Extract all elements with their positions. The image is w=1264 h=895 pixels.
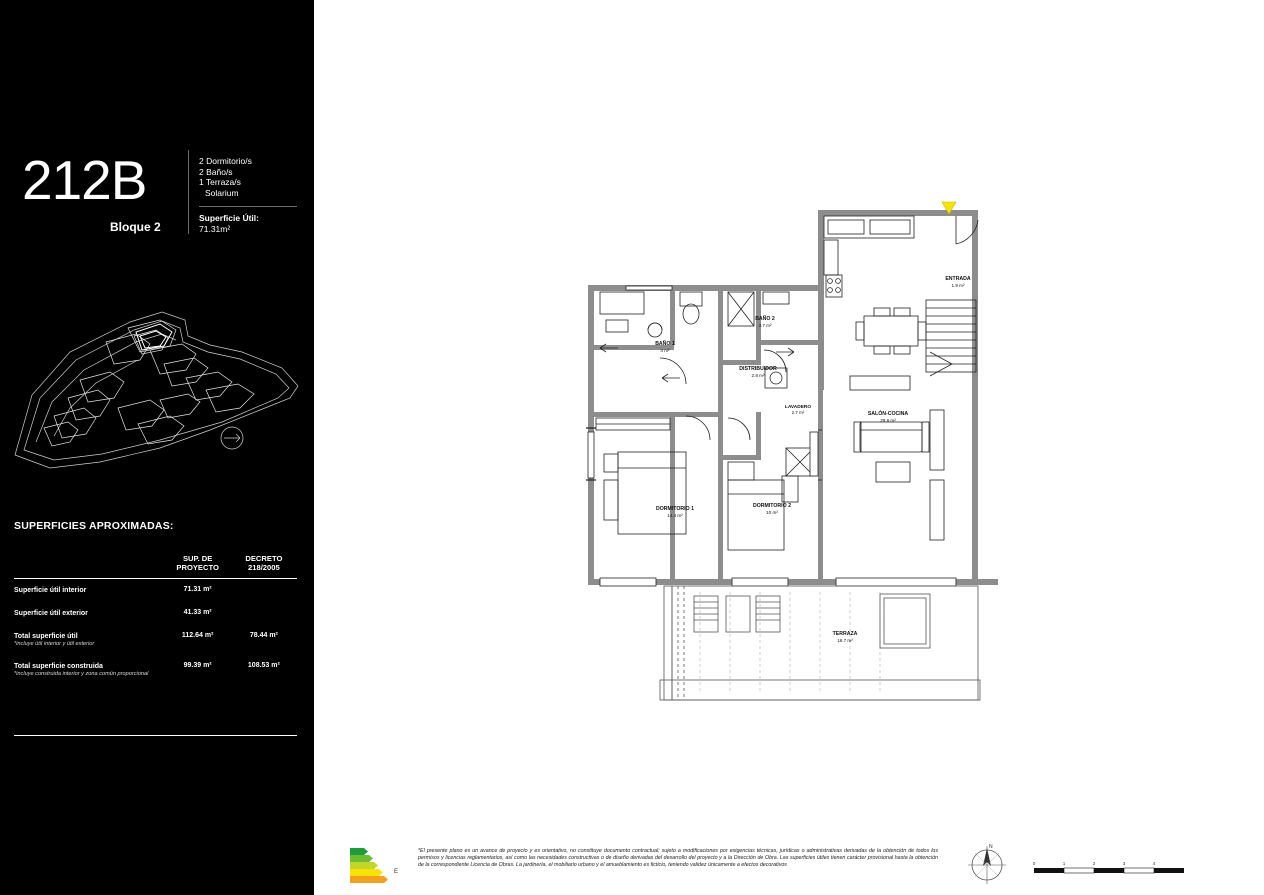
col-header-decreto-line2: 218/2005 <box>248 563 280 572</box>
useful-area-title: Superficie Útil: <box>199 213 259 223</box>
room-area-bano1: 4 m² <box>660 348 670 353</box>
col-header-project <box>165 554 231 579</box>
room-area-distribuidor: 2.8 m² <box>751 373 765 378</box>
row-project-value: 41.33 m² <box>183 609 212 616</box>
unit-code: 212B <box>22 149 147 211</box>
scale-tick-3: 3 <box>1122 861 1126 866</box>
table-row <box>14 655 297 685</box>
floor-plan <box>560 180 1030 720</box>
surfaces-table <box>14 554 297 685</box>
energy-rating-icon <box>350 842 410 886</box>
room-area-salon-cocina: 29.8 m² <box>880 418 896 423</box>
scale-tick-4: 4 <box>1152 861 1156 866</box>
table-row <box>14 602 297 625</box>
legal-disclaimer: *El presente plano es un avance de proyecto y es orientativo, no constituye documento contractual; sujeto a modificaciones por exigencias técnicas, jurídicas o administrativas derivadas de la obtención de todos los permisos y licencias reglamentarios, así como las necesidades constructivas o de diseño derivadas del desarrollo del proyecto y a la Dirección de Obra. Las superficies útiles tienen carácter provisional hasta la obtención de la correspondiente Licencia de Obras. La jardinería, el mobiliario urbano y el amueblamiento es ficticio, teniendo validez únicamente a efectos decorativos <box>418 848 938 869</box>
room-label-dormitorio2: DORMITORIO 2 <box>753 503 791 509</box>
table-row <box>14 625 297 655</box>
specs-divider <box>199 206 297 207</box>
scale-tick-1: 1 <box>1062 861 1066 866</box>
row-decreto-value: 108.53 m² <box>247 662 280 669</box>
row-label-note: *incluye útil interior y útil exterior <box>14 641 95 647</box>
room-area-terraza: 16.7 m² <box>837 638 853 643</box>
row-label-note: *incluye construida interior y zona común proporcional <box>14 671 149 677</box>
north-compass-icon <box>962 840 1012 890</box>
room-label-terraza: TERRAZA <box>832 631 858 637</box>
spec-bathrooms: 2 Baño/s <box>199 166 233 177</box>
room-label-lavadero: LAVADERO <box>784 405 812 410</box>
useful-area-value: 71.31m² <box>199 223 231 234</box>
room-label-bano1: BAÑO 1 <box>655 341 675 347</box>
room-area-entrada: 1.9 m² <box>951 283 965 288</box>
col-header-decreto <box>231 554 297 579</box>
row-decreto-value: 78.44 m² <box>249 632 278 639</box>
room-label-salon-cocina: SALÓN-COCINA <box>867 411 909 417</box>
spec-terraces: 1 Terraza/s <box>199 177 241 187</box>
room-area-dormitorio1: 14.4 m² <box>667 513 683 518</box>
col-header-decreto-line1: DECRETO <box>245 554 283 563</box>
row-project-value: 112.64 m² <box>181 632 214 639</box>
table-row <box>14 579 297 603</box>
row-decreto-value <box>231 579 297 603</box>
room-area-lavadero: 2.7 m² <box>791 410 805 415</box>
row-project-value: 71.31 m² <box>165 579 231 603</box>
surfaces-title: SUPERFICIES APROXIMADAS: <box>14 520 174 532</box>
room-label-dormitorio1: DORMITORIO 1 <box>656 506 694 512</box>
room-label-bano2: BAÑO 2 <box>755 316 775 322</box>
north-label: N <box>989 844 993 850</box>
terrace-area <box>660 586 980 700</box>
row-label: Superficie útil exterior <box>14 610 88 617</box>
surfaces-section <box>14 520 297 685</box>
row-label: Superficie útil interior <box>14 579 165 603</box>
row-label <box>14 655 165 685</box>
col-header-blank <box>14 554 165 579</box>
col-header-project-line2: PROYECTO <box>176 563 219 572</box>
unit-specs <box>188 150 297 234</box>
row-label <box>14 625 165 655</box>
unit-code-wrap <box>22 150 188 234</box>
site-keyplan <box>10 290 305 490</box>
room-label-entrada: ENTRADA <box>945 276 971 282</box>
spec-bedrooms: 2 Dormitorio/s <box>199 156 252 166</box>
row-label-text: Total superficie útil <box>14 633 78 640</box>
scale-bar <box>1032 854 1202 884</box>
unit-block-label: Bloque 2 <box>110 220 161 234</box>
spec-solarium: Solarium <box>205 187 239 198</box>
room-label-distribuidor: DISTRIBUIDOR <box>739 366 777 372</box>
info-sidebar <box>0 0 314 895</box>
scale-tick-2: 2 <box>1092 861 1096 866</box>
plan-details <box>586 216 978 586</box>
plan-walls <box>588 210 998 585</box>
col-header-project-line1: SUP. DE <box>182 554 213 563</box>
energy-rating-letter: E <box>394 869 399 875</box>
plan-footer <box>314 828 1264 895</box>
row-label-text: Total superficie construida <box>14 663 103 670</box>
room-area-bano2: 3.7 m² <box>758 323 772 328</box>
row-project-value: 99.39 m² <box>183 662 212 669</box>
sidebar-bottom-rule <box>14 735 297 736</box>
row-decreto-value <box>231 602 297 625</box>
unit-header <box>22 150 297 234</box>
room-area-dormitorio2: 10 m² <box>766 510 778 515</box>
scale-tick-0: 0 <box>1032 861 1036 866</box>
